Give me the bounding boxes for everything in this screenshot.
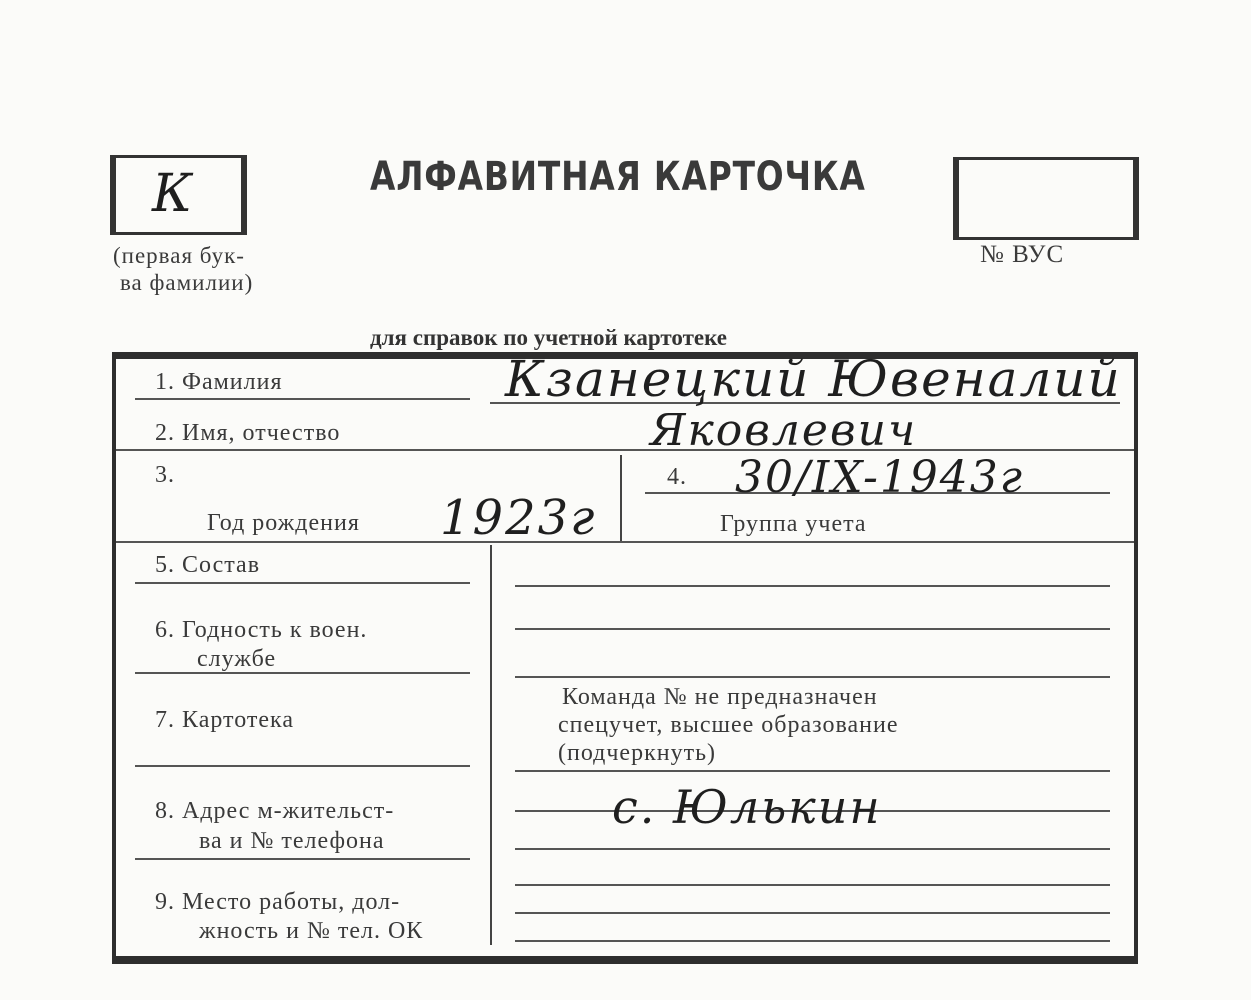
surname-letter-box (110, 155, 247, 235)
workplace-label-line2: жность и № тел. ОК (199, 918, 424, 944)
card-subtitle: для справок по учетной картотеке (370, 325, 727, 350)
divider (116, 541, 1134, 543)
divider (515, 940, 1110, 942)
divider (515, 848, 1110, 850)
field4-label: 4. (667, 464, 687, 490)
birth-year-label: Год рождения (207, 510, 360, 536)
field3-label: 3. (155, 462, 175, 488)
surname-letter-value: К (152, 164, 193, 224)
command-line1: Команда № не предназначен (562, 684, 878, 710)
vus-label: № ВУС (980, 241, 1065, 268)
address-label-line1: 8. Адрес м-жительст- (155, 798, 395, 824)
column-divider (490, 545, 492, 945)
fitness-label-line2: службе (197, 646, 277, 672)
field4-value: 30/IX-1943г (735, 452, 1025, 503)
card-title: АЛФАВИТНАЯ КАРТОЧКА (370, 154, 866, 200)
name-label: 2. Имя, отчество (155, 420, 341, 446)
divider (135, 672, 470, 674)
birth-year-value: 1923г (440, 490, 597, 546)
letter-caption-line2: ва фамилии) (120, 270, 254, 295)
divider (135, 765, 470, 767)
divider (515, 770, 1110, 772)
workplace-label-line1: 9. Место работы, дол- (155, 889, 401, 915)
address-label-line2: ва и № телефона (199, 828, 385, 854)
column-divider (620, 455, 622, 541)
address-value: с. Юлькин (612, 780, 882, 834)
divider (515, 585, 1110, 587)
divider (135, 398, 470, 400)
fitness-label-line1: 6. Годность к воен. (155, 617, 368, 643)
divider (515, 884, 1110, 886)
surname-value: Кзанецкий Ювеналий (505, 350, 1122, 408)
surname-label: 1. Фамилия (155, 369, 283, 395)
letter-caption-line1: (первая бук- (113, 243, 245, 268)
composition-label: 5. Состав (155, 552, 261, 578)
vus-box (953, 157, 1139, 240)
divider (515, 628, 1110, 630)
divider (515, 676, 1110, 678)
divider (515, 912, 1110, 914)
command-line3: (подчеркнуть) (558, 740, 717, 766)
cardfile-label: 7. Картотека (155, 707, 294, 733)
command-line2: спецучет, высшее образование (558, 712, 899, 738)
divider (116, 449, 1134, 451)
name-value: Яковлевич (650, 405, 918, 456)
divider (135, 582, 470, 584)
group-label: Группа учета (720, 511, 867, 537)
divider (135, 858, 470, 860)
